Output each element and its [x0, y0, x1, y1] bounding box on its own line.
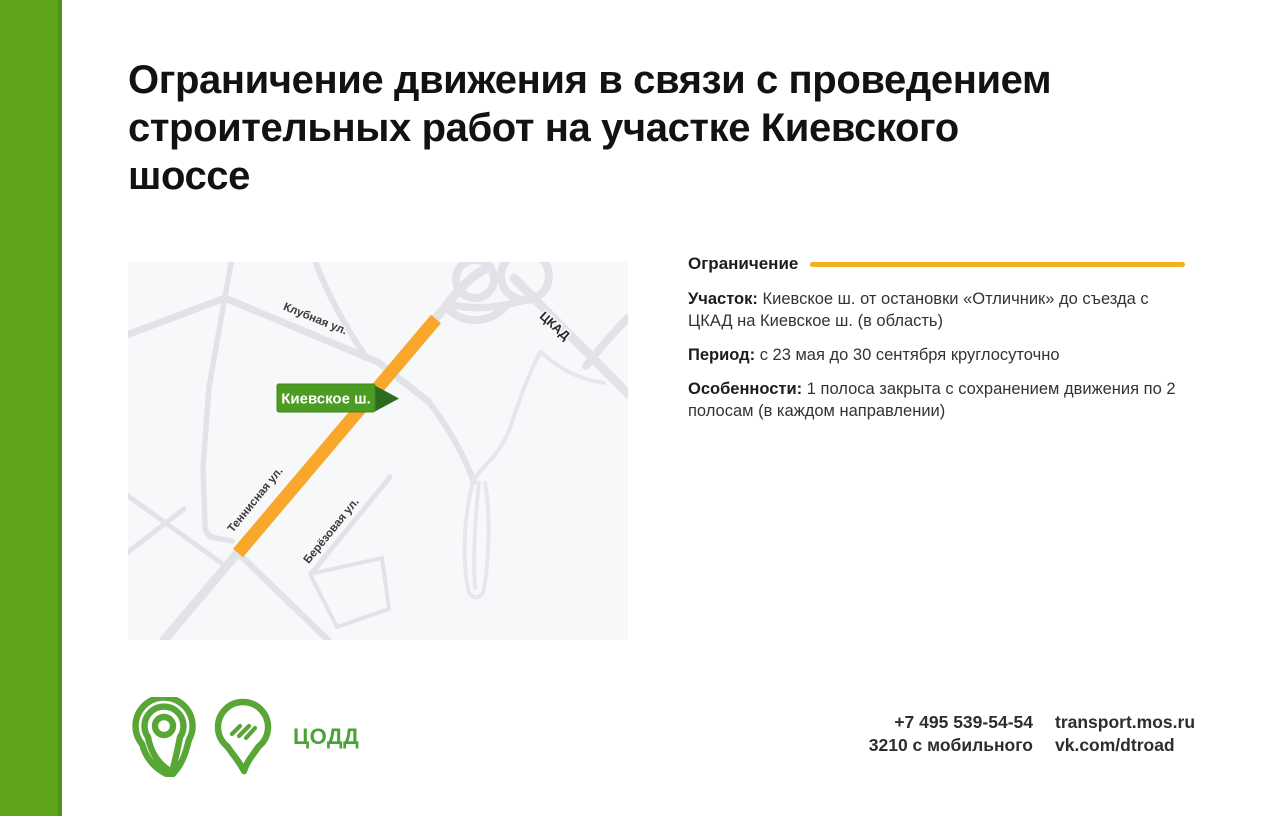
title-line-3: шоссе — [128, 154, 250, 198]
restriction-heading: Ограничение — [688, 254, 799, 273]
contact-links — [1055, 711, 1195, 757]
contact-phones — [850, 711, 1033, 757]
phone-main: +7 495 539-54-54 — [894, 712, 1033, 732]
page-title — [128, 56, 1198, 200]
route-badge-label: Киевское ш. — [281, 390, 371, 408]
moscow-transport-logo-icon — [127, 697, 199, 777]
org-name: ЦОДД — [293, 724, 360, 749]
street-label-berezovaya: Берёзовая ул. — [301, 496, 362, 567]
map-canvas — [128, 262, 628, 640]
item-text: с 23 мая до 30 сентября круглосуточно — [759, 346, 1060, 364]
road-map — [128, 262, 628, 640]
restriction-item-period — [688, 344, 1185, 366]
footer-logos — [127, 697, 359, 777]
vk-url: vk.com/dtroad — [1055, 735, 1175, 755]
street-label-tennisnaya: Теннисная ул. — [225, 465, 286, 536]
yellow-rule — [810, 262, 1185, 267]
footer-contacts — [850, 711, 1195, 757]
title-line-1: Ограничение движения в связи с проведением — [128, 58, 1052, 102]
phone-mobile: 3210 с мобильного — [868, 735, 1033, 755]
street-label-ckad: ЦКАД — [536, 309, 573, 343]
title-line-2: строительных работ на участке Киевского — [128, 106, 959, 150]
left-green-brand-bar — [0, 0, 62, 816]
restriction-header — [688, 252, 1185, 276]
codd-pin-logo-icon — [211, 697, 275, 777]
item-label: Особенности: — [688, 380, 803, 398]
item-label: Период: — [688, 346, 756, 364]
site-url: transport.mos.ru — [1055, 712, 1196, 732]
street-label-klubnaya: Клубная ул. — [281, 300, 349, 338]
item-text: Киевское ш. от остановки «Отличник» до съезда с ЦКАД на Киевское ш. (в область) — [688, 290, 1149, 330]
restriction-item-details — [688, 378, 1185, 422]
restriction-panel — [688, 252, 1185, 422]
item-label: Участок: — [688, 290, 758, 308]
restriction-item-section — [688, 288, 1185, 332]
item-text: 1 полоса закрыта с сохранением движения по 2 полосам (в каждом направлении) — [688, 380, 1176, 420]
